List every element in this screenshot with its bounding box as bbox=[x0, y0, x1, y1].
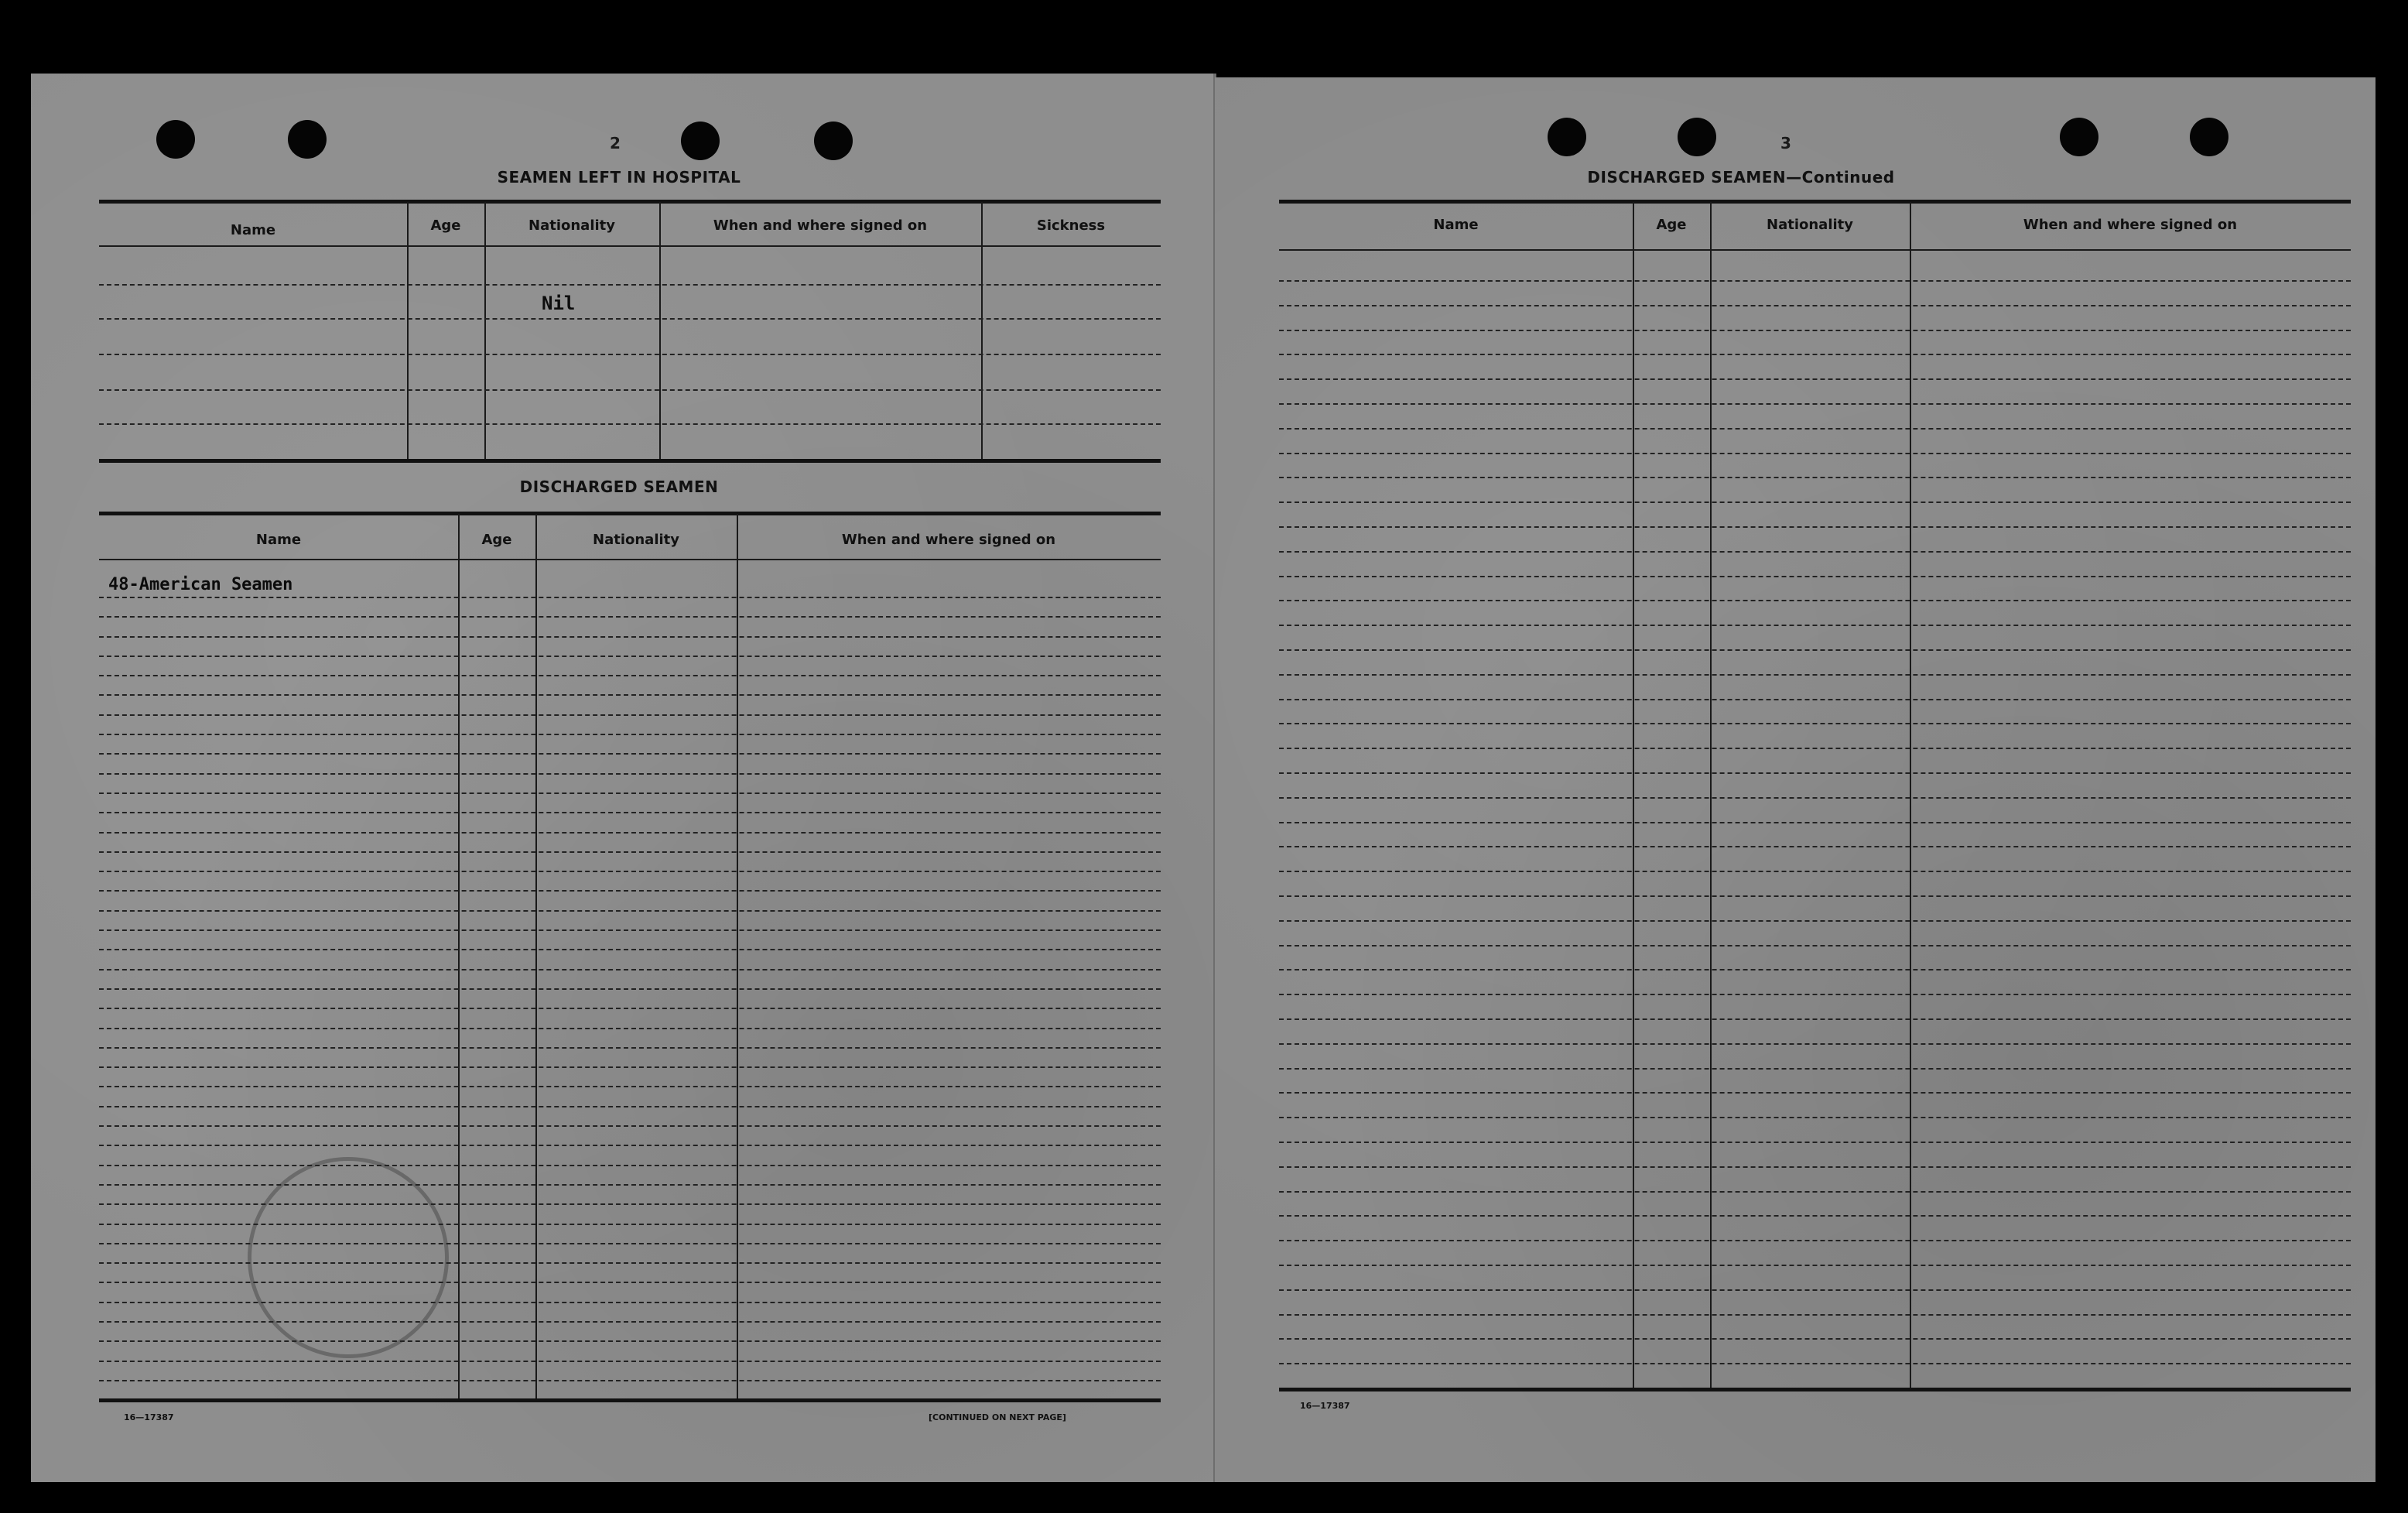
ledger-row-line bbox=[1279, 649, 2351, 651]
form-number: 16—17387 bbox=[1300, 1401, 1350, 1411]
column-header-age: Age bbox=[1656, 217, 1687, 233]
column-header-name: Name bbox=[1433, 217, 1479, 233]
ledger-row-line bbox=[99, 1340, 1161, 1342]
ledger-row-line bbox=[1279, 920, 2351, 922]
ledger-row-line bbox=[99, 1008, 1161, 1009]
ledger-row-line bbox=[99, 1361, 1161, 1362]
ledger-row-line bbox=[99, 773, 1161, 775]
hospital-entry: Nil bbox=[542, 293, 576, 314]
ledger-row-line bbox=[1279, 403, 2351, 405]
ledger-row-line bbox=[1279, 846, 2351, 847]
column-header-age: Age bbox=[481, 532, 512, 548]
punch-hole bbox=[156, 120, 195, 159]
form-number: 16—17387 bbox=[124, 1412, 174, 1422]
ledger-row-line bbox=[99, 969, 1161, 970]
ledger-row-line bbox=[1279, 969, 2351, 970]
ledger-row-line bbox=[99, 851, 1161, 853]
ledger-row-line bbox=[1279, 477, 2351, 478]
ledger-row-line bbox=[1279, 330, 2351, 331]
ledger-row-line bbox=[99, 812, 1161, 813]
ledger-row-line bbox=[1279, 1363, 2351, 1364]
ledger-row-line bbox=[99, 694, 1161, 696]
ledger-row-line bbox=[99, 753, 1161, 755]
ledger-row-line bbox=[1279, 1314, 2351, 1316]
column-header-sickness: Sickness bbox=[1036, 217, 1106, 234]
punch-hole bbox=[2190, 118, 2228, 156]
ledger-row-line bbox=[1279, 576, 2351, 577]
ledger-row-line bbox=[1279, 1265, 2351, 1266]
ledger-row-line bbox=[1279, 748, 2351, 749]
punch-hole bbox=[814, 122, 853, 160]
ledger-row-line bbox=[1279, 674, 2351, 676]
ledger-row-line bbox=[99, 792, 1161, 794]
ledger-row-line bbox=[99, 929, 1161, 931]
ledger-row-line bbox=[99, 1321, 1161, 1323]
ledger-row-line bbox=[1279, 895, 2351, 897]
ledger-row-line bbox=[1279, 1142, 2351, 1143]
ledger-row-line bbox=[1279, 723, 2351, 724]
ledger-row-line bbox=[1279, 1289, 2351, 1291]
ledger-row-line bbox=[99, 832, 1161, 834]
ledger-row-line bbox=[99, 1047, 1161, 1049]
ledger-row-line bbox=[1279, 428, 2351, 430]
ledger-row-line bbox=[1279, 871, 2351, 872]
ledger-row-line bbox=[99, 890, 1161, 892]
ledger-row-line bbox=[1279, 1338, 2351, 1340]
column-header-signed-on: When and where signed on bbox=[841, 532, 1056, 548]
ledger-row-line bbox=[1279, 280, 2351, 282]
ledger-row-line bbox=[1279, 1240, 2351, 1241]
ledger-row-line bbox=[1279, 1092, 2351, 1094]
ledger-row-line bbox=[1279, 1191, 2351, 1193]
ledger-row-line bbox=[1279, 699, 2351, 700]
column-header-nationality: Nationality bbox=[1767, 217, 1853, 233]
page-number: 3 bbox=[1780, 134, 1791, 152]
ledger-row-line bbox=[1279, 625, 2351, 626]
column-header-signed-on: When and where signed on bbox=[2023, 217, 2238, 233]
discharged-entry: 48-American Seamen bbox=[108, 575, 293, 594]
column-header-nationality: Nationality bbox=[528, 217, 615, 234]
ledger-row-line bbox=[1279, 378, 2351, 380]
ledger-row-line bbox=[1279, 772, 2351, 774]
ledger-row-line bbox=[1279, 453, 2351, 454]
ledger-row-line bbox=[1279, 1117, 2351, 1118]
ledger-row-line bbox=[99, 1184, 1161, 1186]
ledger-row-line bbox=[99, 1066, 1161, 1068]
ledger-row-line bbox=[99, 734, 1161, 735]
punch-hole bbox=[288, 120, 327, 159]
punch-hole bbox=[1678, 118, 1716, 156]
ledger-row-line bbox=[1279, 945, 2351, 946]
continued-note: [CONTINUED ON NEXT PAGE] bbox=[929, 1412, 1066, 1422]
ledger-row-line bbox=[99, 597, 1161, 598]
ledger-row-line bbox=[1279, 1068, 2351, 1070]
ledger-row-line bbox=[99, 616, 1161, 618]
ledger-row-line bbox=[1279, 1018, 2351, 1020]
ledger-row-line bbox=[99, 636, 1161, 638]
ledger-row-line bbox=[99, 988, 1161, 990]
ledger-row-line bbox=[99, 1165, 1161, 1166]
ledger-row-line bbox=[1279, 526, 2351, 528]
ledger-row-line bbox=[99, 1028, 1161, 1029]
ledger-row-line bbox=[1279, 1043, 2351, 1045]
ledger-row-line bbox=[1279, 822, 2351, 823]
column-header-nationality: Nationality bbox=[593, 532, 679, 548]
ledger-row-line bbox=[99, 1125, 1161, 1127]
ledger-row-line bbox=[99, 1145, 1161, 1146]
ledger-row-line bbox=[1279, 305, 2351, 306]
column-header-age: Age bbox=[430, 217, 461, 234]
ledger-row-line bbox=[99, 714, 1161, 716]
ledger-row-line bbox=[1279, 1215, 2351, 1217]
punch-hole bbox=[681, 122, 720, 160]
left-page bbox=[31, 74, 1215, 1482]
ledger-row-line bbox=[99, 656, 1161, 657]
ledger-row-line bbox=[1279, 501, 2351, 503]
page-number: 2 bbox=[610, 134, 621, 152]
discharged-section-title: DISCHARGED SEAMEN bbox=[519, 478, 719, 496]
ledger-row-line bbox=[1279, 994, 2351, 995]
ledger-row-line bbox=[99, 949, 1161, 950]
ledger-row-line bbox=[99, 1203, 1161, 1205]
ledger-row-line bbox=[1279, 551, 2351, 553]
ledger-row-line bbox=[1279, 1166, 2351, 1168]
column-header-signed-on: When and where signed on bbox=[713, 217, 928, 234]
ledger-row-line bbox=[99, 871, 1161, 872]
ledger-row-line bbox=[99, 1086, 1161, 1087]
ledger-row-line bbox=[1279, 354, 2351, 355]
hospital-section-title: SEAMEN LEFT IN HOSPITAL bbox=[497, 168, 741, 187]
ledger-row-line bbox=[99, 910, 1161, 912]
column-header-name: Name bbox=[230, 222, 276, 238]
right-page bbox=[1215, 77, 2376, 1482]
ledger-row-line bbox=[99, 1106, 1161, 1107]
punch-hole bbox=[1548, 118, 1586, 156]
punch-hole bbox=[2060, 118, 2098, 156]
ledger-row-line bbox=[99, 1380, 1161, 1381]
discharged-continued-title: DISCHARGED SEAMEN—Continued bbox=[1587, 168, 1895, 187]
ledger-row-line bbox=[1279, 797, 2351, 799]
ledger-row-line bbox=[99, 675, 1161, 676]
ledger-row-line bbox=[1279, 600, 2351, 601]
official-stamp bbox=[248, 1157, 449, 1358]
column-header-name: Name bbox=[255, 532, 302, 548]
